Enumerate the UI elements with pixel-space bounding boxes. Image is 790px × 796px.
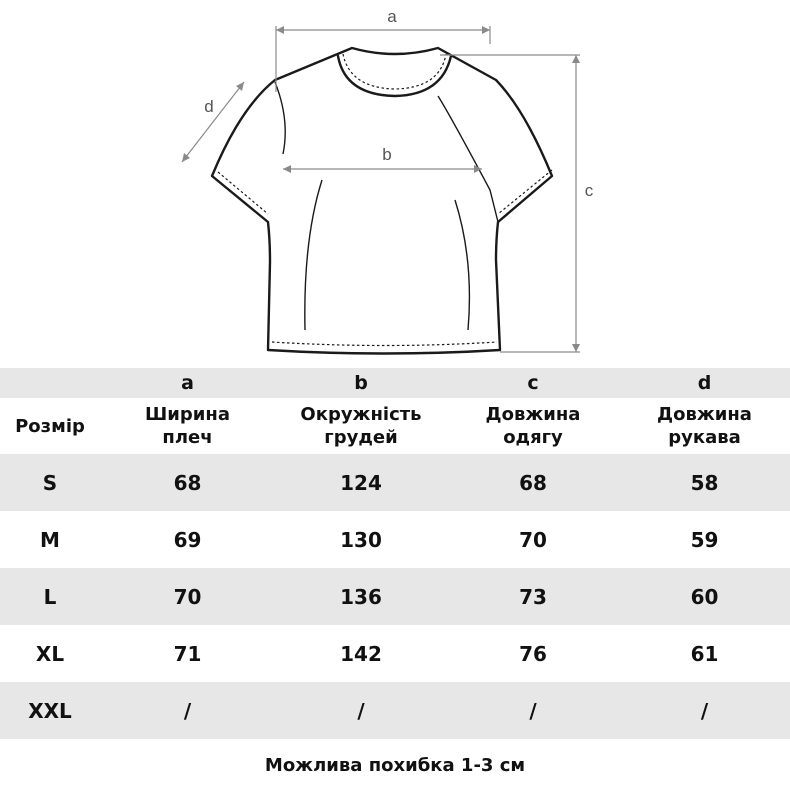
value-cell: 73 [447, 568, 619, 625]
value-cell: 124 [275, 454, 447, 511]
table-header-row [0, 398, 790, 454]
dimension-arrowheads [182, 26, 580, 352]
value-cell: 61 [690, 641, 719, 666]
size-cell: L [0, 568, 100, 625]
value-cell: / [447, 682, 619, 739]
dimension-lines [182, 26, 580, 352]
column-letter: c [447, 368, 619, 398]
value-cell: 70 [100, 568, 275, 625]
value-cell: 130 [340, 527, 382, 552]
value-cell: / [275, 682, 447, 739]
value-cell: 136 [275, 568, 447, 625]
size-cell: XL [35, 641, 65, 666]
value-cell: 68 [100, 454, 275, 511]
size-cell: M [40, 527, 60, 552]
dimension-labels [204, 7, 593, 200]
table-row-m [0, 511, 790, 568]
value-cell: / [100, 682, 275, 739]
value-cell: 76 [519, 641, 547, 666]
column-letter: a [100, 368, 275, 398]
table-letter-row [0, 368, 790, 398]
table-row-xxl [0, 682, 790, 739]
value-cell: 142 [340, 641, 382, 666]
dim-label-d: d [204, 97, 214, 116]
table-row-l [0, 568, 790, 625]
value-cell: 70 [519, 527, 547, 552]
column-letter: d [619, 368, 790, 398]
column-header-shoulder-width: Ширина плеч [145, 404, 230, 448]
dim-label-c: c [584, 181, 594, 200]
tshirt-measurement-diagram [0, 0, 790, 368]
value-cell: 71 [173, 641, 202, 666]
size-column-header: Розмір [15, 415, 85, 437]
value-cell: 59 [690, 527, 719, 552]
size-table [0, 368, 790, 739]
dim-label-b: b [382, 145, 392, 164]
tshirt-outline [212, 48, 552, 354]
tshirt-construction-lines [275, 82, 498, 330]
value-cell: 68 [447, 454, 619, 511]
value-cell: 69 [173, 527, 202, 552]
column-letter: b [275, 368, 447, 398]
table-row-xl [0, 625, 790, 682]
size-cell: S [0, 454, 100, 511]
table-corner-cell [0, 368, 100, 398]
column-header-sleeve-length: Довжина рукава [657, 404, 752, 448]
dim-label-a: a [387, 7, 397, 26]
column-header-length: Довжина одягу [485, 404, 581, 448]
table-row-s [0, 454, 790, 511]
tolerance-note: Можлива похибка 1-3 см [264, 755, 526, 776]
column-header-chest: Окружність грудей [300, 404, 422, 448]
value-cell: / [619, 682, 790, 739]
size-cell: XXL [0, 682, 100, 739]
value-cell: 58 [619, 454, 790, 511]
value-cell: 60 [619, 568, 790, 625]
